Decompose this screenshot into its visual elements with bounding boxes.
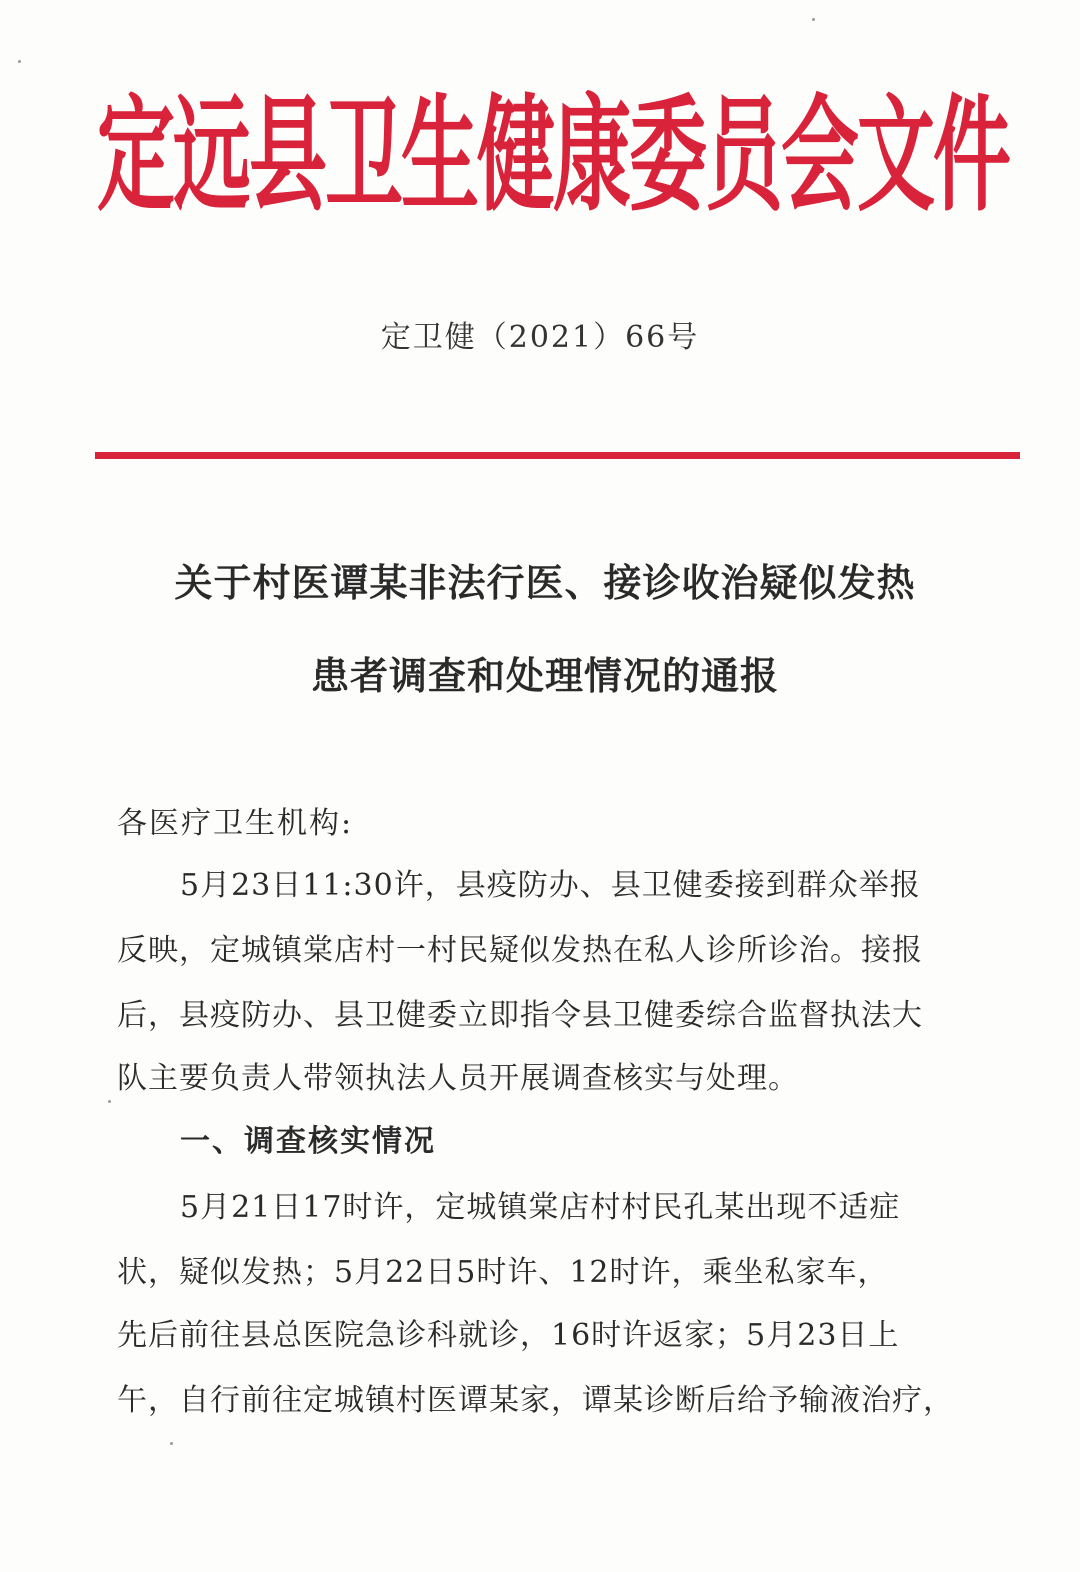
paragraph1-line-1: 5月23日11:30许，县疫防办、县卫健委接到群众举报 — [180, 868, 921, 903]
document-header-title: 定远县卫生健康委员会文件 — [96, 83, 1009, 230]
scan-speck — [170, 1442, 173, 1445]
scan-speck — [18, 60, 21, 63]
paragraph1-line-3: 后，县疫防办、县卫健委立即指令县卫健委综合监督执法大 — [117, 998, 923, 1033]
red-divider-line — [95, 452, 1020, 459]
salutation: 各医疗卫生机构: — [117, 806, 354, 841]
section-heading-1: 一、调查核实情况 — [180, 1124, 436, 1159]
paragraph1-line-2: 反映，定城镇棠店村一村民疑似发热在私人诊所诊治。接报 — [117, 933, 923, 968]
subject-line-2: 患者调查和处理情况的通报 — [310, 653, 779, 698]
section1-line-3: 先后前往县总医院急诊科就诊，16时许返家；5月23日上 — [117, 1318, 900, 1353]
document-number: 定卫健（2021）66号 — [380, 320, 700, 355]
section1-line-1: 5月21日17时许，定城镇棠店村村民孔某出现不适症 — [180, 1190, 901, 1225]
scan-speck — [108, 1100, 111, 1103]
paragraph1-line-4: 队主要负责人带领执法人员开展调查核实与处理。 — [117, 1061, 799, 1096]
scan-speck — [812, 18, 815, 21]
subject-line-1: 关于村医谭某非法行医、接诊收治疑似发热 — [174, 560, 916, 605]
section1-line-4: 午，自行前往定城镇村医谭某家，谭某诊断后给予输液治疗， — [117, 1383, 954, 1418]
section1-line-2: 状，疑似发热；5月22日5时许、12时许，乘坐私家车， — [117, 1255, 889, 1290]
